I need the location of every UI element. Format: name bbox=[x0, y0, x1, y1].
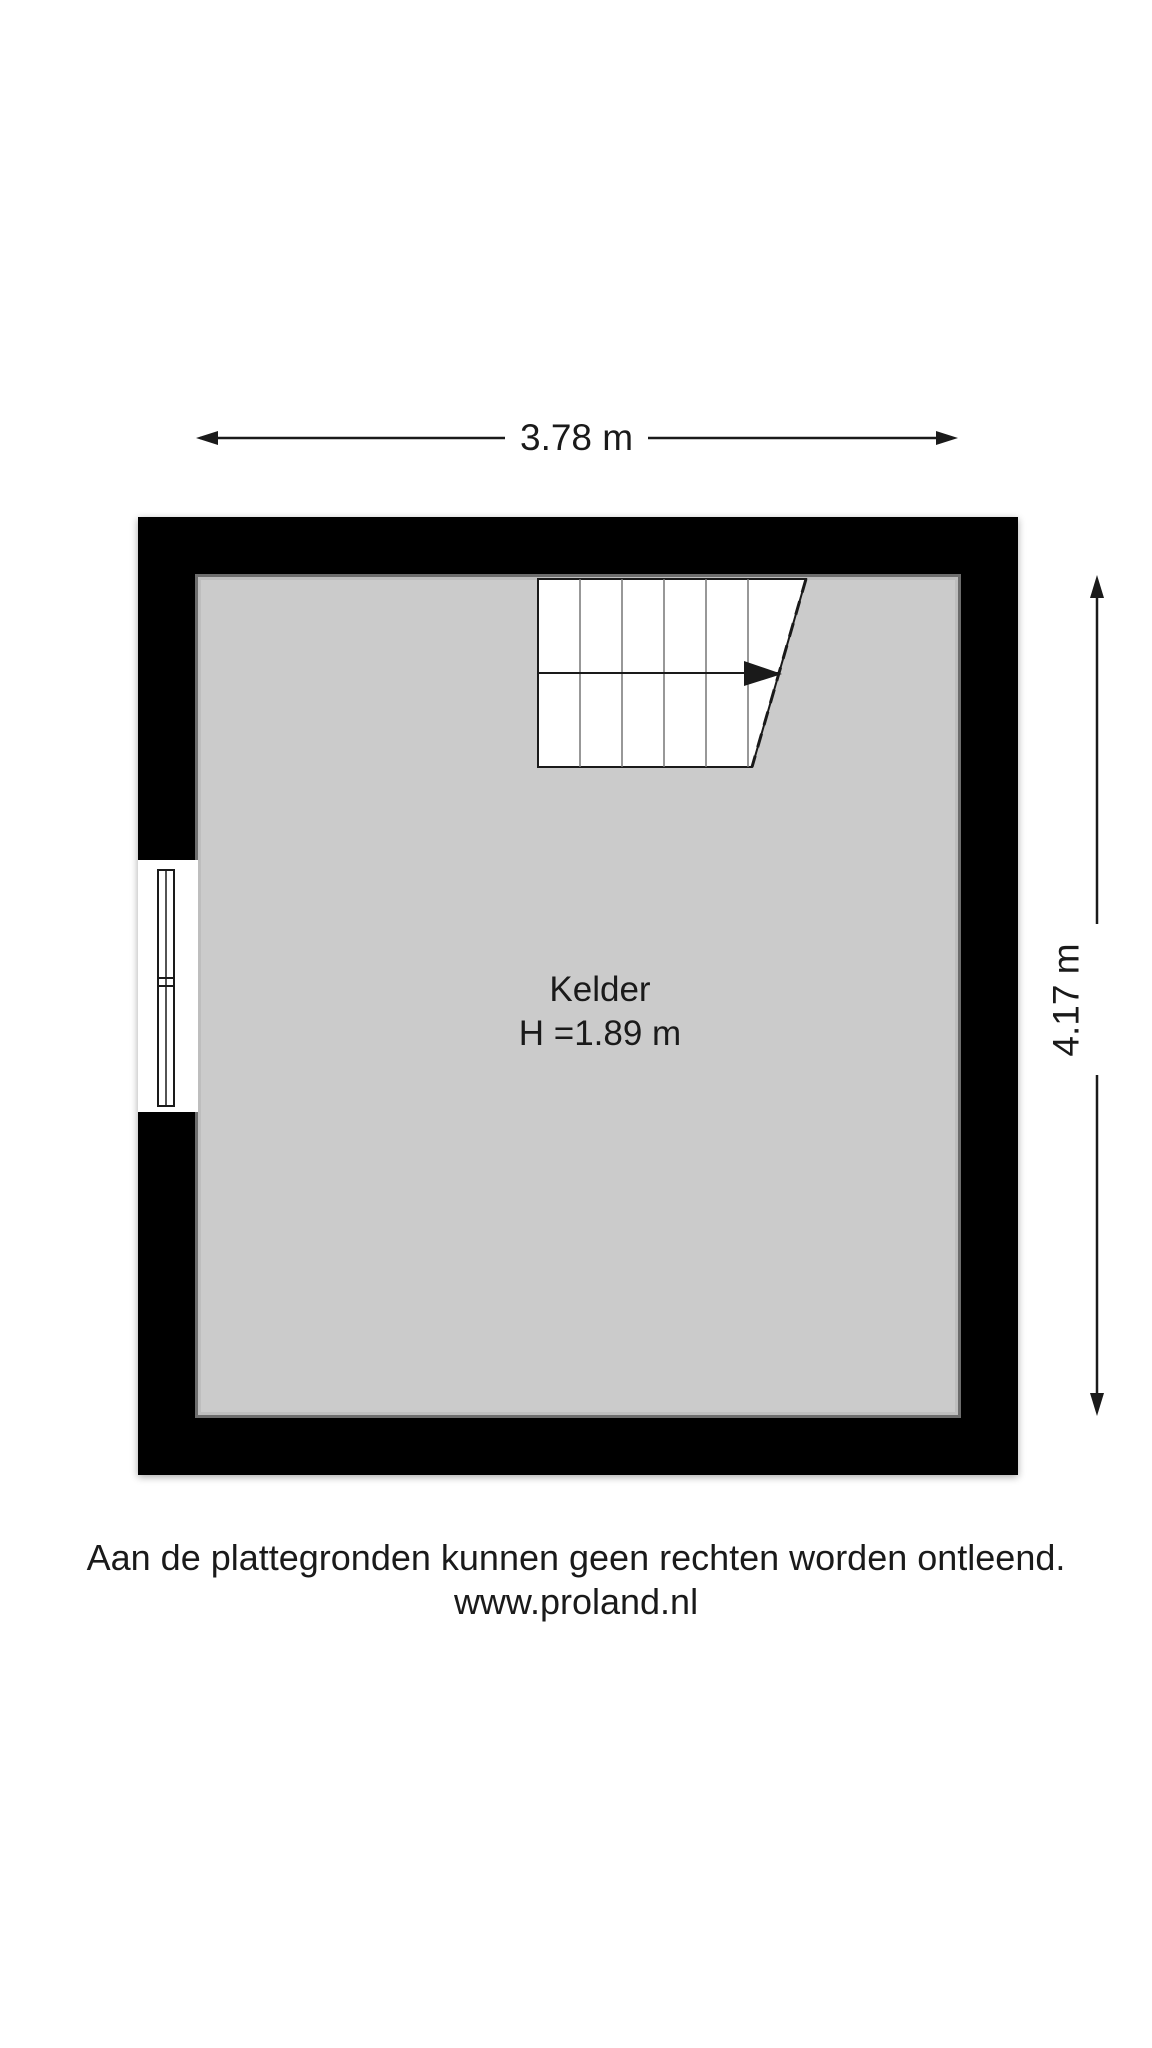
width-dimension-label: 3.78 m bbox=[512, 419, 641, 456]
window bbox=[138, 860, 198, 1112]
height-dimension bbox=[1090, 575, 1104, 1416]
room-height: H =1.89 m bbox=[518, 1014, 682, 1053]
website-link: www.proland.nl bbox=[453, 1581, 699, 1622]
arrow-down-icon bbox=[1090, 1393, 1104, 1416]
arrow-up-icon bbox=[1090, 575, 1104, 598]
room-name: Kelder bbox=[549, 970, 651, 1009]
arrow-right-icon bbox=[936, 431, 958, 445]
arrow-left-icon bbox=[196, 431, 218, 445]
height-dimension-label: 4.17 m bbox=[1048, 935, 1085, 1064]
disclaimer-text: Aan de plattegronden kunnen geen rechten worden ontleend. bbox=[86, 1537, 1066, 1578]
